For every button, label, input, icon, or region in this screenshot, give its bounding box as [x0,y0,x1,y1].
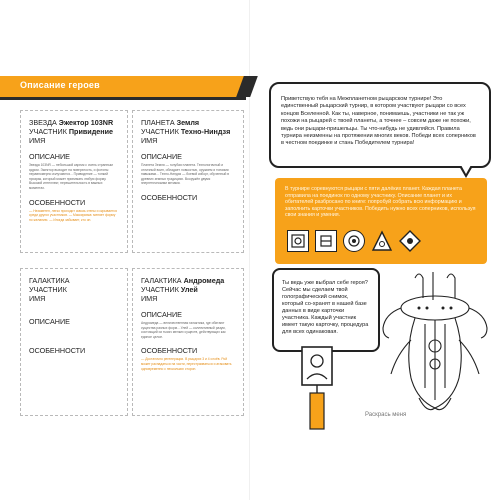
planet-symbol-2-icon [315,230,337,252]
card-value: Привидение [68,127,114,136]
planet-symbol-5-icon [399,230,421,252]
card-description: Планета Земля — голубая планета. Технологичный и отличный воин, обладает ловкостью, оружием и тонкими навыками... Техно-Ниндзя — боевой киборг, обученный в древних земных традициях. Вооружён двумя энергетическими мечами. [141,163,229,186]
card-features: — Незаметен, легко проходит сквозь стены и скрывается среди других участников. — Маскировка: меняет форму по желанию. — Иногда забывает, кто он. [29,208,117,222]
hologram-text: Ты ведь уже выбрал себе героя? Сейчас мы сделаем твой голографический снимок, который со-хранят в нашей базе данных в виде карточки участника. Каждый участник имеет такую карточку, процедура для всех одинаковая. [282,280,369,335]
card-line-1 [29,118,119,127]
card-description: Звезда 103NR — небольшой карлик с очень странным ядром. Эжектор выходит на поверхность, и фотоны неравномерно излучаются... Привидение — тонкий призрак, который может принимать любую форму. Высокий интеллект, нерешительность в важных моментах. [29,163,113,190]
card-description-label: ОПИСАНИЕ [141,310,182,319]
card-name-label: ИМЯ [141,294,158,303]
tournament-info-text: В турнире соревнуются рыцари с пяти далёких планет. Каждая планета отправила на поединок по одному участнику. Описание планет и их обитателей разбросано по книге: попробуй собрать всю информацию и заполнить карточки участников. Победить нужно всех соперников, используя свои знания и умения. [285,186,476,219]
card-label: ЗВЕЗДА [29,118,57,127]
card-value: Андромеда [183,276,225,285]
page-fold [249,0,250,500]
planet-symbols [287,230,421,252]
card-description-label: ОПИСАНИЕ [29,317,70,326]
card-label: УЧАСТНИК [29,285,67,294]
card-description-label: ОПИСАНИЕ [29,152,70,161]
card-value: Техно-Ниндзя [180,127,231,136]
card-line-2 [29,127,119,136]
hologram-portrait [288,345,346,433]
hologram-speech-bubble [272,268,380,352]
card-line-2 [141,285,235,294]
hero-card-4 [132,268,244,416]
card-features-label: ОСОБЕННОСТИ [141,346,198,356]
section-title: Описание героев [20,80,100,90]
card-label: УЧАСТНИК [141,285,179,294]
card-features-label: ОСОБЕННОСТИ [141,192,198,202]
header-underline [0,97,246,100]
card-description: Андромеда — величественная галактика, где обитают существа разных форм... Улей — коллективный разум, состоящий из тысяч мелких существ, действующих как единое целое. [141,321,226,339]
color-me-caption: Раскрась меня [365,412,407,418]
card-label: ГАЛАКТИКА [29,276,70,285]
hero-card-1 [20,110,128,253]
card-label: УЧАСТНИК [141,127,179,136]
tournament-info-panel [275,178,487,264]
card-line-1 [141,118,235,127]
bubble-tail-inner [461,165,471,174]
card-line-2 [29,285,119,294]
hero-card-2 [132,110,244,253]
welcome-text: Приветствую тебя на Межпланетном рыцарском турнире! Это единственный рыцарский турнир, в котором участвуют рыцари со всех концов Вселенной. Как ты, наверное, понимаешь, участники не так уж похожи на рыцарей с твоей планеты, а точнее – совсем даже не похожи, ведь они рыцари-пришельцы. Ты что-нибудь не удивляйся. Правила турнира неизменны на протяжении многих веков. Победи всех соперников в честном поединке и стань Победителем турнира! [281,96,476,147]
card-line-1 [141,276,235,285]
card-name-label: ИМЯ [29,294,46,303]
card-line-1 [29,276,119,285]
welcome-speech-bubble [269,82,491,168]
card-value: Эжектор 103NR [58,118,114,127]
hero-card-3 [20,268,128,416]
header-accent [236,76,258,97]
card-features-label: ОСОБЕННОСТИ [29,197,86,207]
alien-knight-illustration [375,268,495,416]
card-features: — Достаточно регенерации. В рыцарях 3 и 4 слоёв. Рой может распадаться на части, перестраиваться и атаковать одновременно с нескольких сторон. [141,357,232,371]
card-label: ПЛАНЕТА [141,118,175,127]
card-label: УЧАСТНИК [29,127,67,136]
card-value: Земля [176,118,200,127]
planet-symbol-3-icon [343,230,365,252]
planet-symbol-4-icon [371,230,393,252]
card-description-label: ОПИСАНИЕ [141,152,182,161]
card-name-label: ИМЯ [141,136,158,145]
card-name-label: ИМЯ [29,136,46,145]
card-line-2 [141,127,235,136]
card-value: Улей [180,285,198,294]
card-features-label: ОСОБЕННОСТИ [29,346,86,355]
planet-symbol-1-icon [287,230,309,252]
card-label: ГАЛАКТИКА [141,276,182,285]
